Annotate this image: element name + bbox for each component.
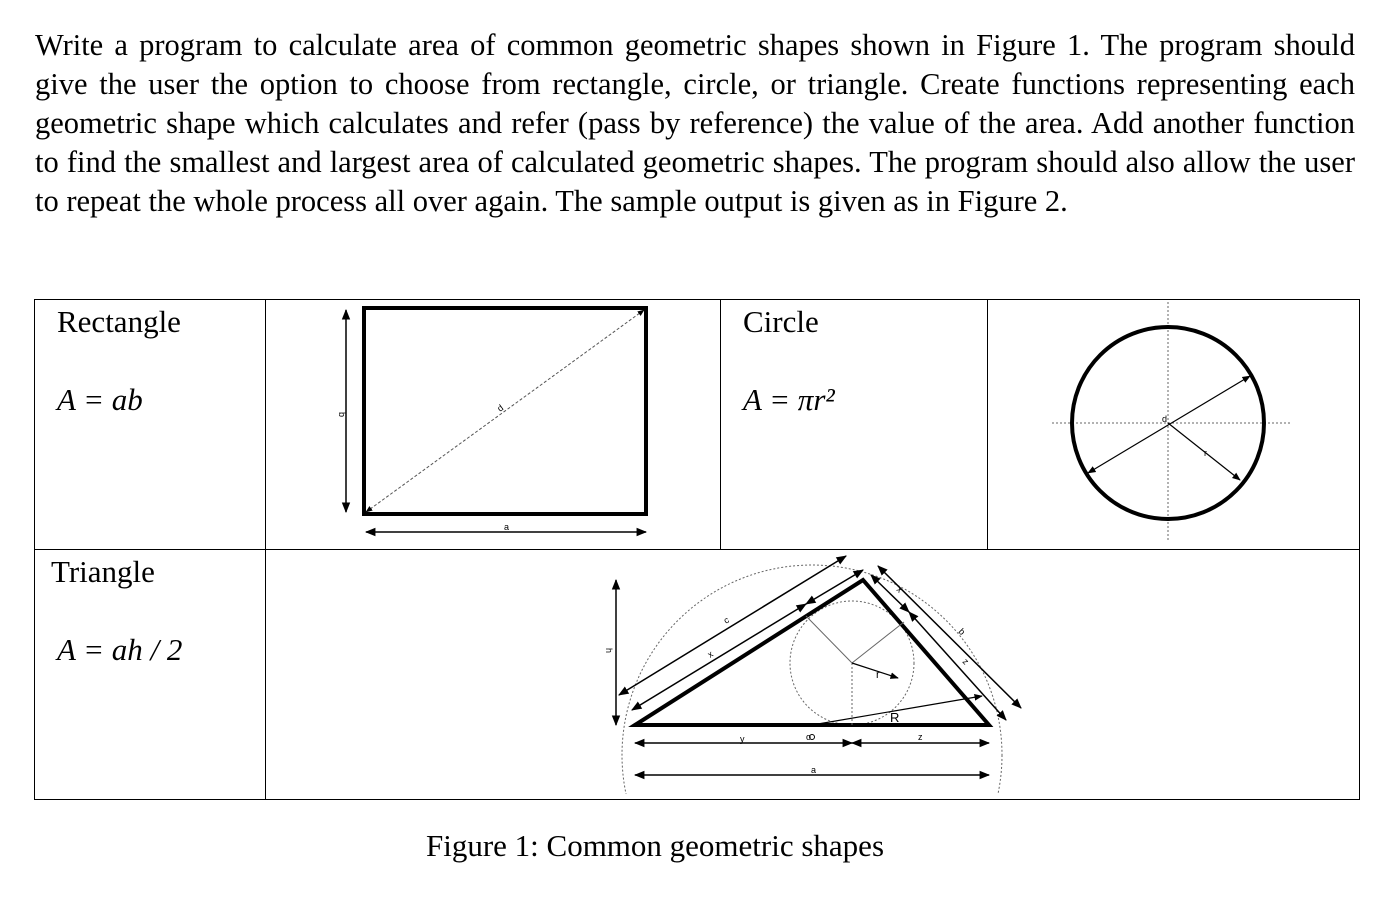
circle-label-d: d (1162, 414, 1168, 424)
triangle-label-R: R (890, 710, 900, 725)
triangle-formula: A = ah / 2 (57, 632, 183, 667)
rectangle-label-b: b (337, 412, 347, 418)
rectangle-label-cell (35, 300, 266, 550)
triangle-label-h: h (604, 648, 614, 654)
triangle-label-b: b (956, 626, 968, 637)
triangle-r-arrow (852, 663, 898, 678)
rectangle-diagram-cell (266, 300, 721, 550)
triangle-diagram (266, 550, 1360, 794)
triangle-label-c: c (721, 614, 731, 626)
triangle-label-o: o (806, 732, 812, 742)
circle-diagram (988, 300, 1360, 544)
triangle-label-x-right: x (894, 584, 905, 595)
rectangle-diagonal-line (366, 310, 644, 512)
triangle-title: Triangle (51, 554, 155, 589)
rectangle-formula: A = ab (57, 382, 143, 417)
triangle-side-c-arrow (619, 556, 846, 695)
rectangle-diagram (266, 300, 721, 544)
triangle-inradius-3 (852, 622, 904, 663)
rectangle-label-d: d (495, 402, 506, 414)
figure-table (34, 299, 1360, 800)
triangle-label-a: a (811, 765, 817, 775)
circle-formula: A = πr² (743, 382, 835, 417)
figure-caption: Figure 1: Common geometric shapes (425, 828, 885, 863)
circle-title: Circle (743, 304, 819, 339)
circle-label-cell (721, 300, 988, 550)
rectangle-label-a: a (504, 522, 510, 532)
triangle-label-r: r (876, 669, 880, 681)
circle-label-r: r (1204, 448, 1207, 458)
triangle-label-z-side: z (960, 656, 971, 667)
circle-diagram-cell (988, 300, 1360, 550)
triangle-label-z-bottom: z (918, 732, 923, 742)
triangle-diagram-cell (266, 550, 1360, 800)
triangle-circumcircle (622, 565, 1002, 794)
triangle-label-x-left: x (705, 648, 715, 660)
triangle-side-z-arrow (909, 612, 1006, 720)
triangle-side-x-arrow-left (632, 604, 806, 710)
triangle-inradius-2 (806, 616, 852, 663)
problem-statement: Write a program to calculate area of common geometric shapes shown in Figure 1. The program should give the user the option to choose from rectangle, circle, or triangle. Create functions representing each geometric shape which calculates and refer (pass by reference) the value of the area. Add another function to find the smallest and largest area of calculated geometric shapes. The program should also allow the user to repeat the whole process all over again. The sample output is given as in Figure 2. (35, 28, 1355, 218)
rectangle-title: Rectangle (57, 304, 181, 339)
triangle-label-cell (35, 550, 266, 800)
triangle-label-y: y (740, 734, 745, 744)
